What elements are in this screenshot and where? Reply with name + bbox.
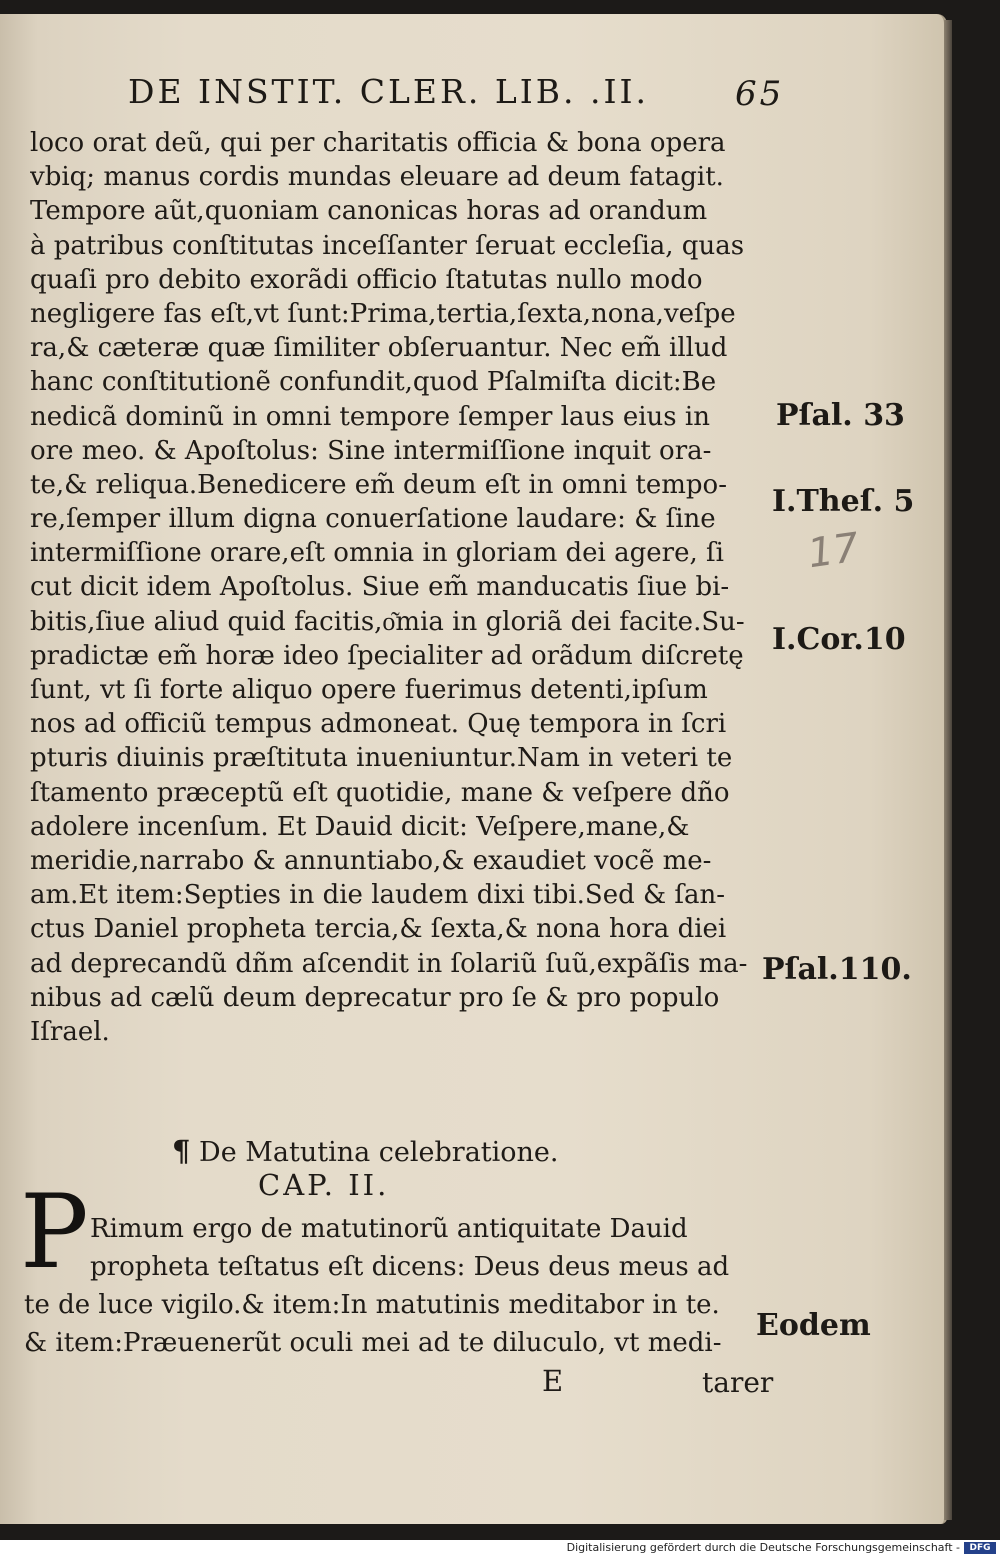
dfg-logo: DFG: [964, 1542, 996, 1554]
text-line: te de luce vigilo.& item:In matutinis meditabor in te.: [24, 1290, 720, 1320]
page-number: 65: [735, 74, 785, 114]
chapter-text: [24, 1210, 764, 1362]
marginal-note-thessalonians: I.Theſ. 5: [772, 484, 915, 519]
text-line: bitis,ſiue aliud quid facitis,o͂mia in gloriã dei facite.Su-: [30, 606, 745, 637]
text-line: hanc conſtitutionẽ confundit,quod Pſalmiſta dicit:Be: [30, 367, 717, 398]
text-line: à patribus conſtitutas inceſſanter ſeruat eccleſia, quas: [30, 230, 745, 261]
text-line: cut dicit idem Apoſtolus. Siue em̃ manducatis ſiue bi-: [30, 572, 730, 603]
text-line: am.Et item:Septies in die laudem dixi tibi.Sed & ſan-: [30, 880, 726, 911]
text-line: nos ad officiũ tempus admoneat. Quę tempora in ſcri: [30, 709, 727, 740]
text-line: intermiſſione orare,eſt omnia in gloriam dei agere, ſi: [30, 538, 724, 569]
text-line: te,& reliqua.Benedicere em̃ deum eſt in omni tempo-: [30, 469, 727, 500]
marginal-note-psalm-110: Pſal.110.: [762, 952, 912, 987]
marginal-note-psalm-33: Pſal. 33: [776, 398, 905, 433]
text-line: quaſi pro debito exorãdi officio ſtatutas nullo modo: [30, 264, 703, 295]
header-title: DE INSTIT. CLER. LIB. .II.: [128, 72, 650, 111]
pilcrow-icon: ¶: [172, 1134, 191, 1168]
text-line: pturis diuinis præſtituta inueniuntur.Nam in veteri te: [30, 743, 733, 774]
text-line: & item:Præuenerũt oculi mei ad te diluculo, vt medi-: [24, 1328, 722, 1358]
text-line: ad deprecandũ dñm aſcendit in ſolariũ ſuũ,expãſis ma-: [30, 948, 748, 979]
text-line: ore meo. & Apoſtolus: Sine intermiſſione inquit ora-: [30, 435, 712, 466]
signature-mark: E: [542, 1364, 564, 1398]
chapter-label: CAP. II.: [258, 1168, 390, 1202]
running-header: [128, 72, 788, 114]
marginal-note-corinthians: I.Cor.10: [772, 622, 906, 657]
text-line: pradictæ em̃ horæ ideo ſpecialiter ad orãdum diſcretę: [30, 640, 744, 671]
page-edge-shadow: [944, 20, 952, 1520]
text-line: ctus Daniel propheta tercia,& ſexta,& nona hora diei: [30, 914, 727, 945]
text-line: ſunt, vt ſi forte aliquo opere fuerimus detenti,ipſum: [30, 675, 708, 705]
text-line: ra,& cæteræ quæ ſimiliter obſeruantur. Nec em̃ illud: [30, 333, 728, 364]
text-line: loco orat deũ, qui per charitatis officia & bona opera: [30, 128, 726, 158]
text-line: Rimum ergo de matutinorũ antiquitate Dauid: [90, 1214, 688, 1244]
marginal-note-eodem: Eodem: [756, 1308, 871, 1343]
text-line: adolere incenſum. Et Dauid dicit: Veſpere,mane,&: [30, 811, 690, 842]
text-line: vbiq; manus cordis mundas eleuare ad deum fatagit.: [30, 162, 724, 193]
pencil-annotation: 17: [805, 524, 862, 578]
text-line: Tempore aũt,quoniam canonicas horas ad orandum: [30, 196, 708, 227]
catchword: tarer: [702, 1366, 774, 1399]
drop-cap: P: [20, 1173, 89, 1292]
footer-bar: [0, 1540, 1000, 1556]
text-line: ſtamento præceptũ eſt quotidie, mane & veſpere dño: [30, 777, 730, 808]
text-line: negligere fas eſt,vt ſunt:Prima,tertia,ſexta,nona,veſpe: [30, 298, 736, 329]
text-line: nedicã dominũ in omni tempore ſemper laus eius in: [30, 401, 710, 432]
text-line: meridie,narrabo & annuntiabo,& exaudiet vocẽ me-: [30, 845, 712, 876]
footer-credit: Digitalisierung gefördert durch die Deutsche Forschungsgemeinschaft -: [566, 1541, 960, 1554]
text-line: re,ſemper illum digna conuerſatione laudare: & ſine: [30, 504, 716, 535]
section-heading-text: De Matutina celebratione.: [199, 1137, 559, 1168]
text-line: propheta teſtatus eſt dicens: Deus deus meus ad: [90, 1252, 730, 1282]
body-text: [30, 126, 770, 1049]
section-heading: [172, 1134, 558, 1168]
text-line: Iſrael.: [30, 1016, 110, 1047]
text-line: nibus ad cælũ deum deprecatur pro ſe & pro populo: [30, 982, 720, 1013]
